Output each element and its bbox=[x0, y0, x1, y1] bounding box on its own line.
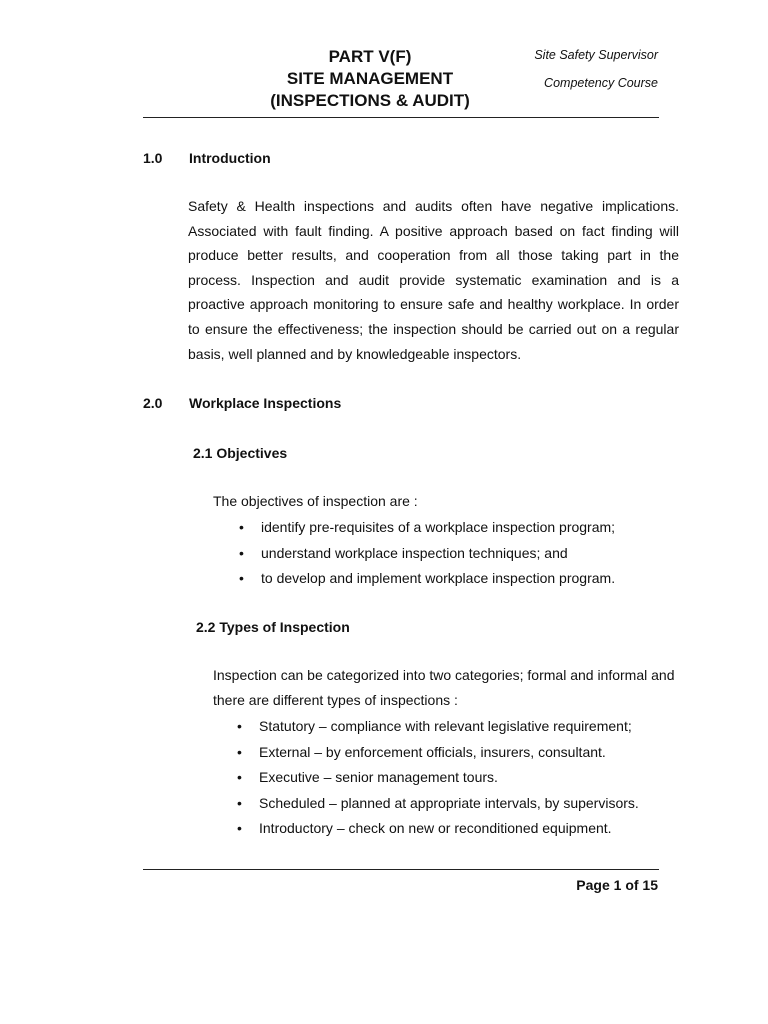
list-item: • Statutory – compliance with relevant legislative requirement; bbox=[237, 718, 632, 734]
title-line-1: PART V(F) bbox=[328, 47, 412, 66]
subsection-types-heading: 2.2 Types of Inspection bbox=[196, 619, 350, 635]
bullet-icon: • bbox=[239, 519, 244, 535]
bullet-icon: • bbox=[237, 718, 242, 734]
objectives-intro: The objectives of inspection are : bbox=[213, 493, 418, 509]
bullet-icon: • bbox=[237, 743, 242, 760]
bullet-icon: • bbox=[237, 820, 242, 836]
title-line-2: SITE MANAGEMENT bbox=[286, 69, 454, 88]
footer-divider bbox=[143, 869, 659, 870]
section-1-title: Introduction bbox=[189, 150, 271, 166]
section-2-number: 2.0 bbox=[143, 395, 163, 411]
list-item: • Scheduled – planned at appropriate intervals, by supervisors. bbox=[237, 794, 639, 811]
course-line-2: Competency Course bbox=[544, 76, 658, 90]
list-item: • to develop and implement workplace inspection program. bbox=[239, 570, 616, 586]
section-1-number: 1.0 bbox=[143, 150, 163, 166]
list-item: • External – by enforcement officials, insurers, consultant. bbox=[237, 743, 606, 760]
subsection-objectives-heading: 2.1 Objectives bbox=[193, 445, 288, 461]
section-1-heading bbox=[143, 149, 271, 167]
types-intro: Inspection can be categorized into two categories; formal and informal and there are different types of inspections : bbox=[213, 667, 675, 708]
list-item: • identify pre-requisites of a workplace inspection program; bbox=[239, 519, 616, 535]
introduction-paragraph: Safety & Health inspections and audits often have negative implications. Associated with fault finding. A positive approach based on fact finding will produce better results, and cooperation from all those taking part in the process. Inspection and audit provide systematic examination and is a proactive approach monitoring to ensure safe and healthy workplace. In order to ensure the effectiveness; the inspection should be carried out on a regular basis, well planned and by knowledgeable inspectors. bbox=[188, 198, 679, 362]
header-divider bbox=[143, 117, 659, 118]
bullet-icon: • bbox=[239, 544, 244, 561]
inspection-types-list bbox=[237, 717, 679, 845]
title-line-3: (INSPECTIONS & AUDIT) bbox=[270, 91, 470, 110]
list-item: • understand workplace inspection techniques; and bbox=[239, 544, 568, 561]
list-item: • Executive – senior management tours. bbox=[237, 769, 498, 785]
document-title bbox=[250, 46, 490, 112]
section-2-heading bbox=[143, 394, 341, 412]
objectives-list bbox=[239, 518, 679, 595]
course-line-1: Site Safety Supervisor bbox=[534, 48, 658, 62]
bullet-icon: • bbox=[239, 570, 244, 586]
page-number: Page 1 of 15 bbox=[576, 877, 658, 893]
list-item: • Introductory – check on new or reconditioned equipment. bbox=[237, 820, 612, 836]
bullet-icon: • bbox=[237, 794, 242, 811]
course-info bbox=[534, 48, 658, 90]
bullet-icon: • bbox=[237, 769, 242, 785]
section-2-title: Workplace Inspections bbox=[189, 395, 342, 411]
